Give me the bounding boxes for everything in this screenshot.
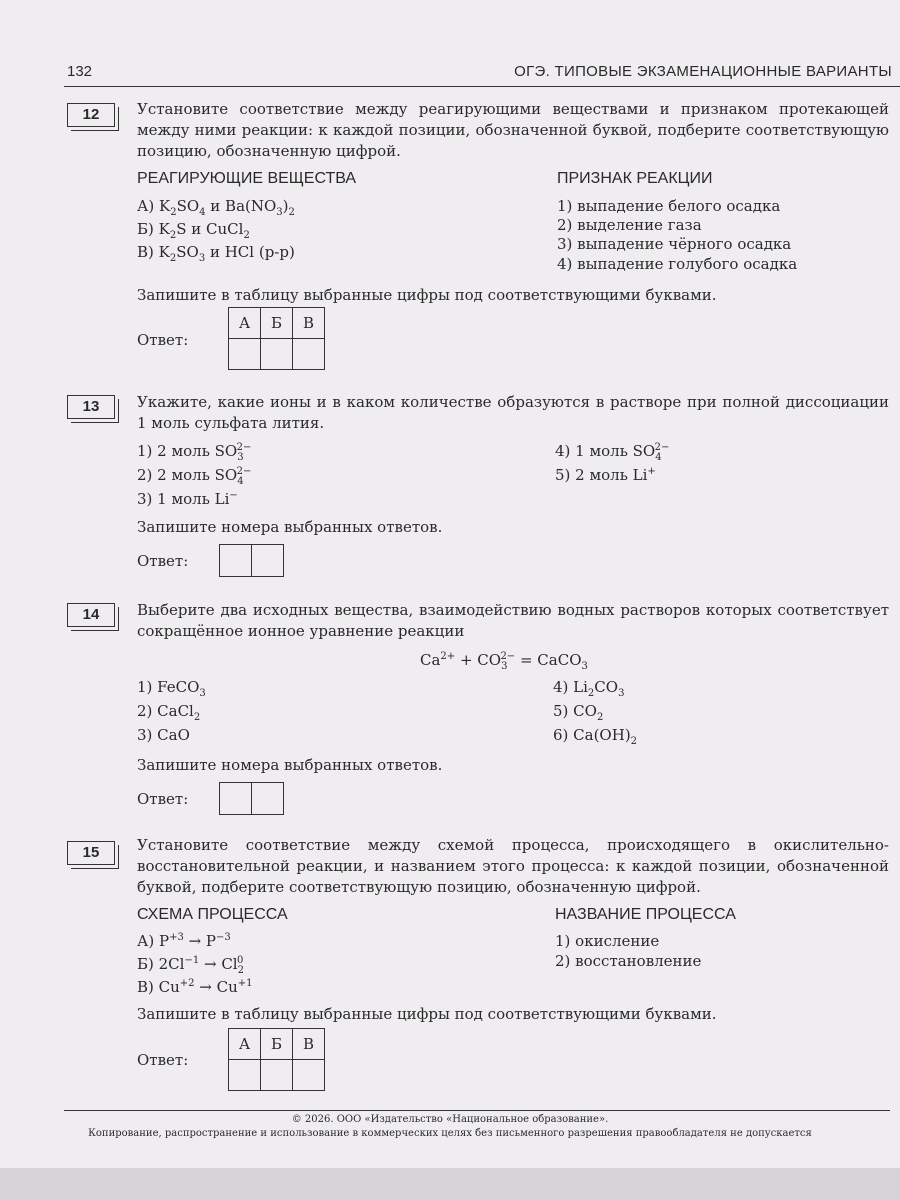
task-12-answer-table xyxy=(228,307,325,370)
task-14-question: Выберите два исходных вещества, взаимодействию водных растворов которых соответствует сокращённое ионное уравнение реакции xyxy=(137,601,889,640)
task-14-answer-label: Ответ: xyxy=(137,790,189,808)
task-12-right-heading: ПРИЗНАК РЕАКЦИИ xyxy=(557,170,713,187)
task-15-name-1: 1) окисление xyxy=(555,932,660,950)
task-14-instruction: Запишите номера выбранных ответов. xyxy=(137,756,443,774)
task-15-left-heading: СХЕМА ПРОЦЕССА xyxy=(137,906,288,923)
page-bottom-edge xyxy=(0,1168,900,1200)
task-14-answer-cell[interactable] xyxy=(252,783,284,815)
task-13-option-1: 1) 2 моль $SO_3^{2-}$ xyxy=(137,442,252,463)
task-13-option-4: 4) 1 моль $SO_4^{2-}$ xyxy=(555,442,670,463)
task-12-left-heading: РЕАГИРУЮЩИЕ ВЕЩЕСТВА xyxy=(137,170,357,187)
task-12-option-c: В) $K_2SO_3$ и HCl (р-р) xyxy=(137,243,295,264)
task-13-option-5: 5) 2 моль Li+ xyxy=(555,466,656,484)
task-number-12: 12 xyxy=(67,103,115,127)
task-14-option-6: 6) $Ca(OH)_2$ xyxy=(553,726,638,747)
task-14-equation: $Ca^{2+} + CO_3^{2-}$ = CaCO$_3$ xyxy=(420,651,588,672)
task-12-answer-label: Ответ: xyxy=(137,331,189,349)
footer-rule xyxy=(64,1110,890,1111)
task-14-option-5: 5) $CO_2$ xyxy=(553,702,604,723)
task-14-option-3: 3) CaO xyxy=(137,726,190,744)
task-12-answer-cell[interactable] xyxy=(261,339,293,370)
task-15-answer-label: Ответ: xyxy=(137,1051,189,1069)
task-13-answer-boxes xyxy=(219,544,284,577)
task-12-option-b: Б) $K_2S$ и CuCl$_2$ xyxy=(137,220,250,241)
task-13-answer-cell[interactable] xyxy=(220,545,252,577)
task-12-option-a: А) $K_2SO_4$ и $Ba(NO_3)_2$ xyxy=(137,197,295,218)
task-number-15: 15 xyxy=(67,841,115,865)
task-15-letter-a: А xyxy=(229,1029,261,1060)
copyright-notice: Копирование, распространение и использование в коммерческих целях без письменного разрешения правообладателя не допускается xyxy=(88,1128,812,1139)
task-15-option-a: А) $P^{+3} \to P^{-3}$ xyxy=(137,932,231,950)
task-12-letter-b: Б xyxy=(261,308,293,339)
task-13-answer-cell[interactable] xyxy=(252,545,284,577)
task-14-option-4: 4) $Li_2CO_3$ xyxy=(553,678,625,699)
copyright-line: © 2026. ООО «Издательство «Национальное образование». xyxy=(291,1114,609,1125)
page-number: 132 xyxy=(67,63,93,80)
task-12-answer-cell[interactable] xyxy=(229,339,261,370)
task-14-option-1: 1) FeCO$_3$ xyxy=(137,678,206,699)
task-number-14: 14 xyxy=(67,603,115,627)
task-13-option-3: 3) 1 моль Li− xyxy=(137,490,238,508)
task-12-instruction: Запишите в таблицу выбранные цифры под соответствующими буквами. xyxy=(137,286,717,304)
task-12-answer-cell[interactable] xyxy=(293,339,325,370)
task-15-name-2: 2) восстановление xyxy=(555,952,702,970)
task-15-instruction: Запишите в таблицу выбранные цифры под соответствующими буквами. xyxy=(137,1005,717,1023)
running-header: ОГЭ. ТИПОВЫЕ ЭКЗАМЕНАЦИОННЫЕ ВАРИАНТЫ xyxy=(514,63,892,80)
task-15-answer-table xyxy=(228,1028,325,1091)
task-15-option-b: Б) $2Cl^{-1} \to Cl_2^0$ xyxy=(137,955,244,976)
task-13-question: Укажите, какие ионы и в каком количестве образуются в растворе при полной диссоциации 1 моль сульфата лития. xyxy=(137,393,889,432)
header-rule xyxy=(64,86,900,87)
task-number-13: 13 xyxy=(67,395,115,419)
task-12-letter-a: А xyxy=(229,308,261,339)
task-12-question: Установите соответствие между реагирующими веществами и признаком протекающей между ними реакции: к каждой позиции, обозначенной буквой, подберите соответствующую позицию, обозначенную цифрой. xyxy=(137,100,889,160)
task-14-answer-boxes xyxy=(219,782,284,815)
task-12-sign-1: 1) выпадение белого осадка xyxy=(557,197,781,215)
task-15-letter-c: В xyxy=(293,1029,325,1060)
task-15-answer-cell[interactable] xyxy=(261,1060,293,1091)
task-13-instruction: Запишите номера выбранных ответов. xyxy=(137,518,443,536)
task-12-sign-4: 4) выпадение голубого осадка xyxy=(557,255,798,273)
task-15-answer-cell[interactable] xyxy=(229,1060,261,1091)
task-12-sign-2: 2) выделение газа xyxy=(557,216,702,234)
task-15-question: Установите соответствие между схемой процесса, происходящего в окислительно-восстановительной реакции, и названием этого процесса: к каждой позиции, обозначенной буквой, подберите соответствующую позицию, обозначенную цифрой. xyxy=(137,836,889,896)
task-15-letter-b: Б xyxy=(261,1029,293,1060)
task-15-answer-cell[interactable] xyxy=(293,1060,325,1091)
task-12-sign-3: 3) выпадение чёрного осадка xyxy=(557,235,792,253)
task-15-option-c: В) $Cu^{+2} \to Cu^{+1}$ xyxy=(137,978,253,996)
task-13-answer-label: Ответ: xyxy=(137,552,189,570)
task-13-option-2: 2) 2 моль $SO_4^{2-}$ xyxy=(137,466,252,487)
task-14-option-2: 2) CaCl$_2$ xyxy=(137,702,201,723)
task-12-letter-c: В xyxy=(293,308,325,339)
task-15-right-heading: НАЗВАНИЕ ПРОЦЕССА xyxy=(555,906,736,923)
task-14-answer-cell[interactable] xyxy=(220,783,252,815)
